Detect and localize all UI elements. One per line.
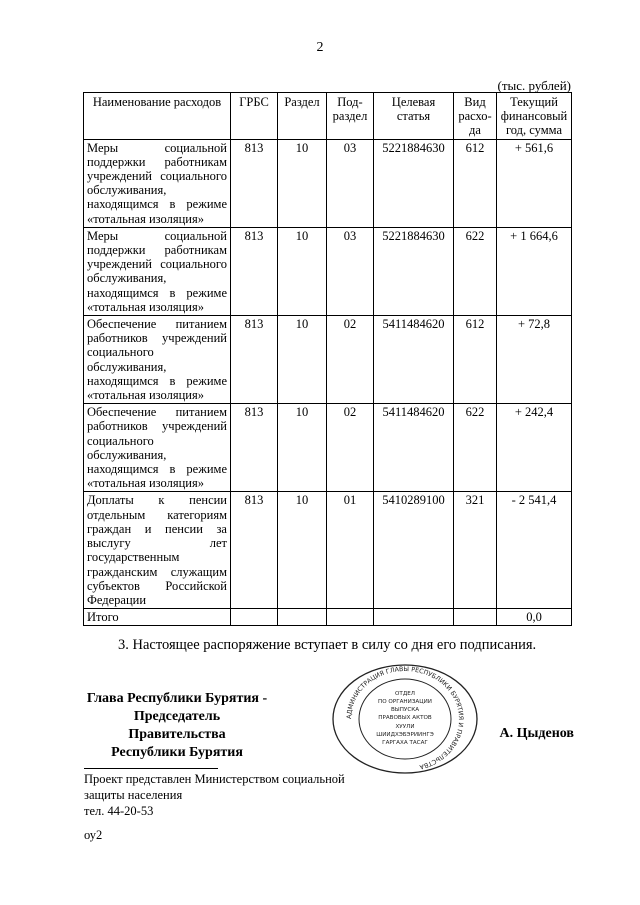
row-name: Доплаты к пенсии отдельным категориям граждан и пенсии за выслугу лет государственным гражданским служащим субъектов Российской Федерации bbox=[84, 492, 231, 609]
row-summa: + 561,6 bbox=[497, 139, 572, 227]
row-vid: 612 bbox=[454, 139, 497, 227]
row-grbs: 813 bbox=[231, 139, 278, 227]
row-razdel: 10 bbox=[278, 139, 327, 227]
table-row bbox=[84, 316, 572, 404]
header-statya: Целевая статья bbox=[374, 93, 454, 140]
row-summa: + 72,8 bbox=[497, 316, 572, 404]
total-label: Итого bbox=[84, 609, 231, 626]
signer-name: А. Цыденов bbox=[499, 726, 574, 741]
row-podrazdel: 01 bbox=[327, 492, 374, 609]
row-summa: - 2 541,4 bbox=[497, 492, 572, 609]
row-razdel: 10 bbox=[278, 404, 327, 492]
header-name: Наименование расходов bbox=[84, 93, 231, 140]
signer-position-line: Председатель Правительства bbox=[128, 709, 226, 742]
row-razdel: 10 bbox=[278, 227, 327, 315]
signer-position bbox=[84, 690, 270, 762]
effective-date-paragraph: 3. Настоящее распоряжение вступает в силу со дня его подписания. bbox=[118, 637, 537, 653]
header-vid: Вид расхо-да bbox=[454, 93, 497, 140]
row-podrazdel: 02 bbox=[327, 316, 374, 404]
row-vid: 612 bbox=[454, 316, 497, 404]
document-code: оу2 bbox=[84, 828, 103, 842]
seal-text: ГАРГАХА ТАСАГ bbox=[382, 740, 428, 746]
row-name: Меры социальной поддержки работникам учреждений социального обслуживания, находящимся в режиме «тотальная изоляция» bbox=[84, 227, 231, 315]
row-podrazdel: 03 bbox=[327, 227, 374, 315]
prepared-by-text: Проект представлен Министерством социальной защиты населения bbox=[84, 772, 345, 802]
seal-text: ВЫПУСКА bbox=[390, 707, 420, 713]
row-name: Меры социальной поддержки работникам учреждений социального обслуживания, находящимся в режиме «тотальная изоляция» bbox=[84, 139, 231, 227]
total-empty-cell bbox=[327, 609, 374, 626]
total-empty-cell bbox=[278, 609, 327, 626]
row-vid: 622 bbox=[454, 404, 497, 492]
row-name: Обеспечение питанием работников учреждений социального обслуживания, находящимся в режиме «тотальная изоляция» bbox=[84, 404, 231, 492]
seal-text: ШИИДХЭБЭРИИНГЭ bbox=[376, 732, 434, 738]
seal-text: ОТДЕЛ bbox=[395, 691, 415, 697]
total-empty-cell bbox=[374, 609, 454, 626]
table-row bbox=[84, 492, 572, 609]
row-podrazdel: 02 bbox=[327, 404, 374, 492]
table-row bbox=[84, 227, 572, 315]
seal-text: ПО ОРГАНИЗАЦИИ bbox=[378, 699, 432, 705]
table-total-row bbox=[84, 609, 572, 626]
signer-position-line: Республики Бурятия bbox=[111, 745, 243, 760]
row-statya: 5221884630 bbox=[374, 139, 454, 227]
budget-table bbox=[83, 92, 572, 626]
seal-ring-text: АДМИНИСТРАЦИЯ ГЛАВЫ РЕСПУБЛИКИ БУРЯТИЯ И ПРАВИТЕЛЬСТВА bbox=[345, 665, 465, 771]
table-row bbox=[84, 139, 572, 227]
phone-text: тел. 44-20-53 bbox=[84, 804, 154, 818]
total-summa: 0,0 bbox=[497, 609, 572, 626]
table-row bbox=[84, 404, 572, 492]
header-razdel: Раздел bbox=[278, 93, 327, 140]
row-razdel: 10 bbox=[278, 316, 327, 404]
footer-divider bbox=[84, 768, 218, 769]
page-number: 2 bbox=[316, 40, 324, 55]
header-podrazdel: Под-раздел bbox=[327, 93, 374, 140]
total-empty-cell bbox=[231, 609, 278, 626]
row-statya: 5411484620 bbox=[374, 316, 454, 404]
row-summa: + 1 664,6 bbox=[497, 227, 572, 315]
row-razdel: 10 bbox=[278, 492, 327, 609]
official-seal-stamp bbox=[330, 664, 480, 774]
total-empty-cell bbox=[454, 609, 497, 626]
footer-note bbox=[84, 771, 384, 819]
units-label: (тыс. рублей) bbox=[497, 78, 571, 93]
table-header-row bbox=[84, 93, 572, 140]
seal-text: ХУУЛИ bbox=[395, 724, 415, 730]
row-vid: 321 bbox=[454, 492, 497, 609]
row-statya: 5221884630 bbox=[374, 227, 454, 315]
row-name: Обеспечение питанием работников учреждений социального обслуживания, находящимся в режиме «тотальная изоляция» bbox=[84, 316, 231, 404]
row-summa: + 242,4 bbox=[497, 404, 572, 492]
header-summa: Текущий финансовый год, сумма bbox=[497, 93, 572, 140]
header-grbs: ГРБС bbox=[231, 93, 278, 140]
signer-position-line: Глава Республики Бурятия - bbox=[86, 691, 268, 706]
row-grbs: 813 bbox=[231, 227, 278, 315]
row-grbs: 813 bbox=[231, 492, 278, 609]
row-statya: 5410289100 bbox=[374, 492, 454, 609]
row-statya: 5411484620 bbox=[374, 404, 454, 492]
row-podrazdel: 03 bbox=[327, 139, 374, 227]
seal-text: ПРАВОВЫХ АКТОВ bbox=[378, 715, 432, 721]
row-vid: 622 bbox=[454, 227, 497, 315]
row-grbs: 813 bbox=[231, 316, 278, 404]
row-grbs: 813 bbox=[231, 404, 278, 492]
